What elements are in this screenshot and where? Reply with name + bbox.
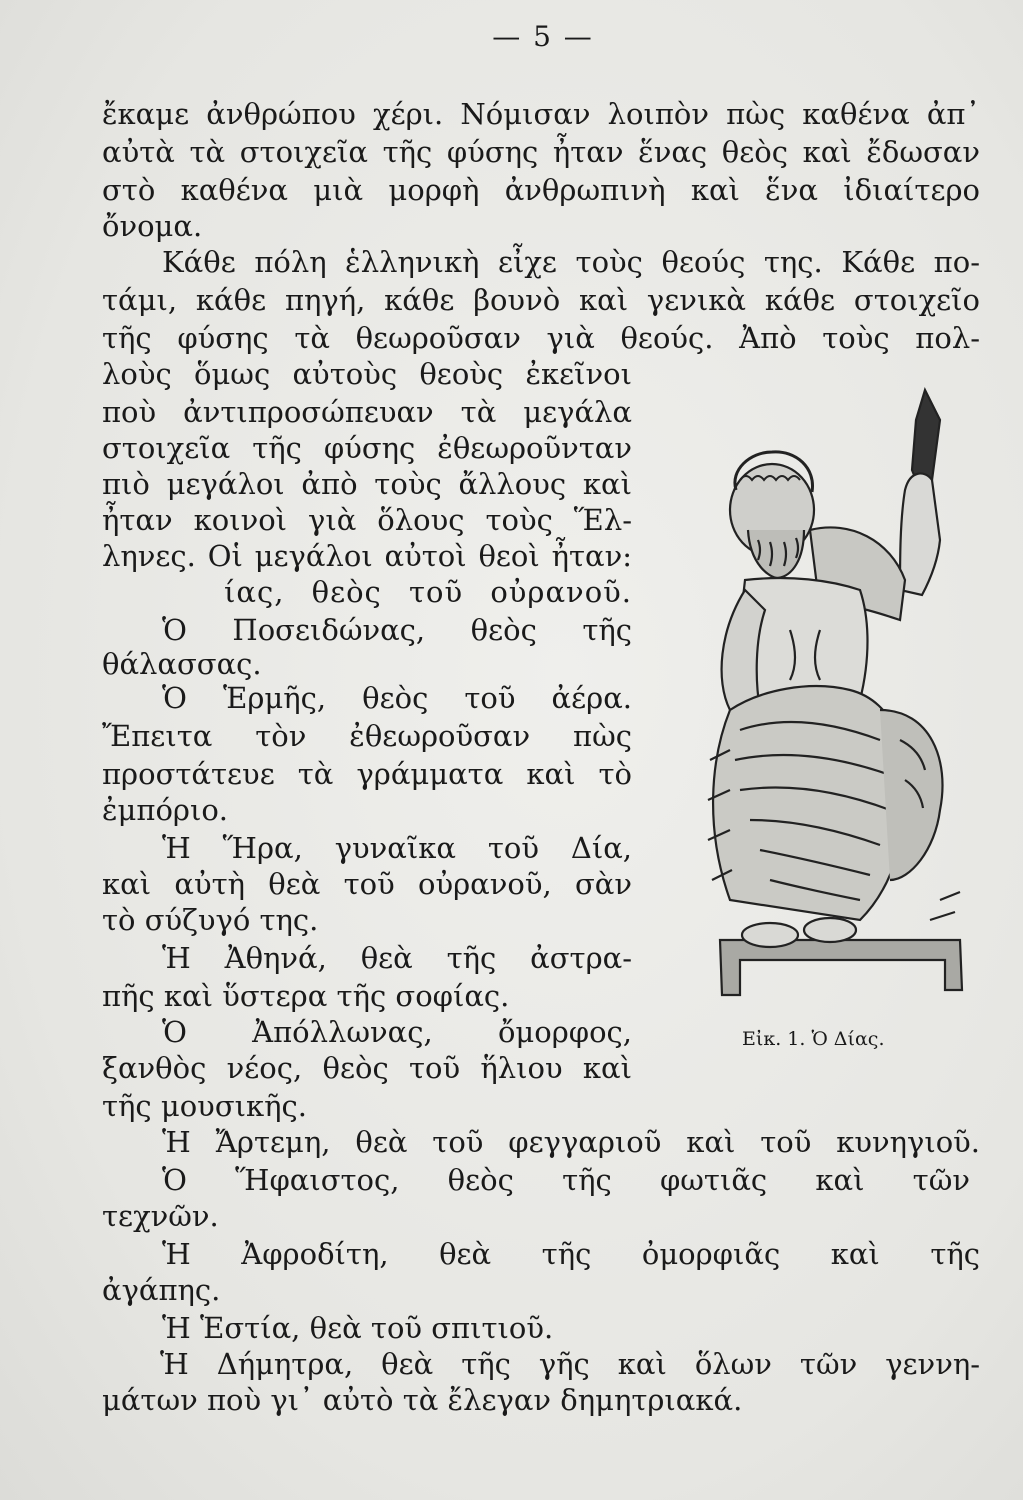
text-line: ἦταν κοινοὶ γιὰ ὅλους τοὺς Ἕλ- — [102, 503, 632, 537]
page-number: — 5 — — [492, 20, 594, 53]
text-line: ξανθὸς νέος, θεὸς τοῦ ἥλιου καὶ — [102, 1051, 632, 1085]
text-line: Ὁ Ποσειδώνας, θεὸς τῆς — [162, 613, 632, 647]
text-line: ποὺ ἀντιπροσώπευαν τὰ μεγάλα — [102, 395, 632, 429]
text-line: στὸ καθένα μιὰ μορφὴ ἀνθρωπινὴ καὶ ἕνα ἰδιαίτερο — [102, 173, 980, 207]
text-line: Ὁ Ἥφαιστος, θεὸς τῆς φωτιᾶς καὶ τῶν — [162, 1163, 970, 1197]
text-line: Ἡ Ἀφροδίτη, θεὰ τῆς ὀμορφιᾶς καὶ τῆς — [162, 1237, 980, 1271]
text-line: προστάτευε τὰ γράμματα καὶ τὸ — [102, 757, 632, 791]
text-line: τῆς μουσικῆς. — [102, 1089, 307, 1123]
text-line: Ἡ Ἄρτεμη, θεὰ τοῦ φεγγαριοῦ καὶ τοῦ κυνηγιοῦ. — [162, 1125, 980, 1159]
text-line: τὸ σύζυγό της. — [102, 903, 319, 937]
text-line: τάμι, κάθε πηγή, κάθε βουνὸ καὶ γενικὰ κάθε στοιχεῖο — [102, 283, 980, 317]
text-line: τεχνῶν. — [102, 1199, 219, 1233]
text-line: λοὺς ὅμως αὐτοὺς θεοὺς ἐκεῖνοι — [102, 357, 632, 391]
text-line: Ἡ Ἥρα, γυναῖκα τοῦ Δία, — [162, 831, 632, 865]
text-line: πιὸ μεγάλοι ἀπὸ τοὺς ἄλλους καὶ — [102, 467, 632, 501]
text-line: Κάθε πόλη ἑλληνικὴ εἶχε τοὺς θεούς της. Κάθε πο- — [162, 245, 980, 279]
text-line: πῆς καὶ ὕστερα τῆς σοφίας. — [102, 979, 510, 1013]
text-line: Ὁ Ἀπόλλωνας, ὄμορφος, — [162, 1015, 632, 1049]
text-line: Ἡ Ἑστία, θεὰ τοῦ σπιτιοῦ. — [162, 1311, 554, 1345]
text-line: ὄνομα. — [102, 209, 203, 243]
text-line: Ἡ Ἀθηνά, θεὰ τῆς ἀστρα- — [162, 941, 632, 975]
text-line: Ἔπειτα τὸν ἐθεωροῦσαν πὼς — [102, 719, 632, 753]
zeus-figure-image — [700, 380, 980, 1010]
text-line: τῆς φύσης τὰ θεωροῦσαν γιὰ θεούς. Ἀπὸ τοὺς πολ- — [102, 321, 980, 355]
text-line: αὐτὰ τὰ στοιχεῖα τῆς φύσης ἦταν ἕνας θεὸς καὶ ἔδωσαν — [102, 135, 980, 169]
text-line: στοιχεῖα τῆς φύσης ἐθεωροῦνταν — [102, 431, 632, 465]
text-line: ίας, θεὸς τοῦ οὐρανοῦ. — [224, 575, 632, 609]
text-line: θάλασσας. — [102, 647, 262, 681]
text-line: ἐμπόριο. — [102, 793, 229, 827]
text-line: ἀγάπης. — [102, 1273, 221, 1307]
text-line: ληνες. Οἱ μεγάλοι αὐτοὶ θεοὶ ἦταν: — [102, 539, 632, 573]
text-line: ἔκαμε ἀνθρώπου χέρι. Νόμισαν λοιπὸν πὼς καθένα ἀπ᾽ — [102, 97, 980, 131]
text-line: μάτων ποὺ γι᾽ αὐτὸ τὰ ἔλεγαν δημητριακά. — [102, 1383, 743, 1417]
text-line: Ἡ Δήμητρα, θεὰ τῆς γῆς καὶ ὅλων τῶν γεννη- — [160, 1347, 980, 1381]
text-line: καὶ αὐτὴ θεὰ τοῦ οὐρανοῦ, σὰν — [102, 867, 632, 901]
figure-caption: Εἰκ. 1. Ὁ Δίας. — [742, 1028, 885, 1050]
text-line: Ὁ Ἑρμῆς, θεὸς τοῦ ἀέρα. — [162, 681, 632, 715]
